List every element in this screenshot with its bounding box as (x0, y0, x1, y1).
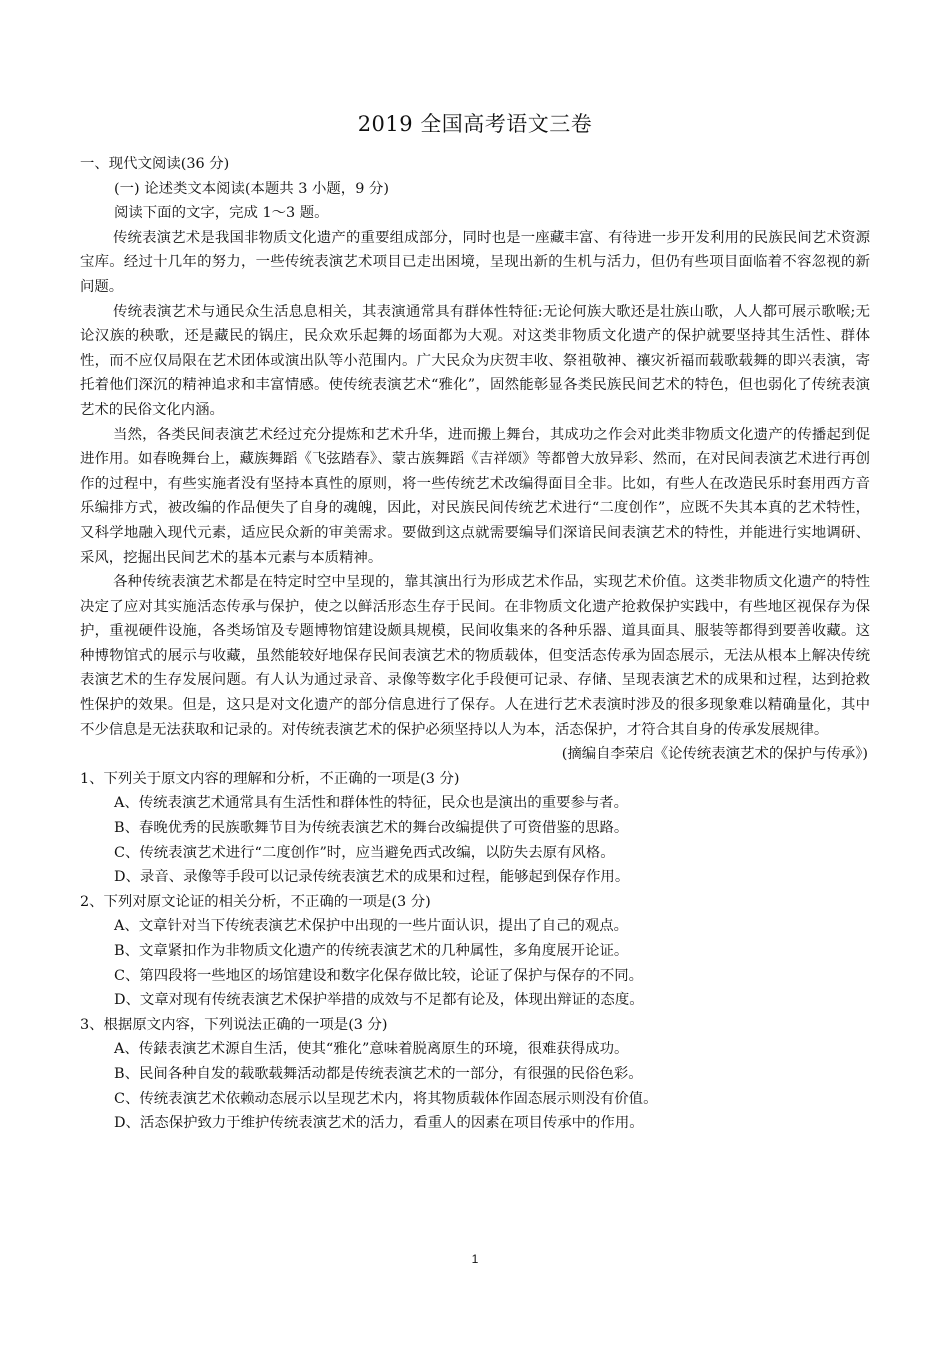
document-body (80, 152, 870, 1136)
question-stem: 1、下列关于原文内容的理解和分析，不正确的一项是(3 分) (80, 770, 460, 787)
paragraph: 传统表演艺术与通民众生活息息相关，其表演通常具有群体性特征:无论何族大歌还是壮族山歌，人人都可展示歌喉;无论汉族的秧歌，还是藏民的锅庄，民众欢乐起舞的场面都为大观。对这类非物质文化遗产的保护就要坚持其生活性、群体性，而不应仅局限在艺术团体或演出队等小范围内。广大民众为庆贺丰收、祭祖敬神、禳灾祈福而载歌载舞的即兴表演，寄托着他们深沉的精神追求和丰富情感。使传统表演艺术“雅化”，固然能彰显各类民族民间艺术的特色，但也弱化了传统表演艺术的民俗文化内涵。 (80, 303, 870, 418)
question-option: D、文章对现有传统表演艺术保护举措的成效与不足都有论及，体现出辩证的态度。 (114, 992, 644, 1009)
question-stem: 2、下列对原文论证的相关分析，不正确的一项是(3 分) (80, 893, 431, 910)
question-option: B、文章紧扣作为非物质文化遗产的传统表演艺术的几种属性，多角度展开论证。 (114, 943, 629, 959)
question-option: A、文章针对当下传统表演艺术保护中出现的一些片面认识，提出了自己的观点。 (114, 918, 629, 935)
question-option: B、春晚优秀的民族歌舞节目为传统表演艺术的舞台改编提供了可资借鉴的思路。 (114, 820, 629, 837)
question-option: A、传錶表演艺术源自生活，使其“雅化”意味着脱离原生的环境，很难获得成功。 (114, 1041, 629, 1058)
paragraph: 当然，各类民间表演艺术经过充分提炼和艺术升华，进而搬上舞台，其成功之作会对此类非物质文化遗产的传播起到促进作用。如春晚舞台上，藏族舞蹈《飞弦踏春》、蒙古族舞蹈《吉祥颂》等都曾大放异彩、然而，在对民间表演艺术进行再创作的过程中，有些实施者没有坚持本真性的原则，将一些传统艺术改编得面目全非。比如，有些人在改造民乐时套用西方音乐编排方式，被改编的作品便失了自身的魂魄，因此，对民族民间传统艺术进行“二度创作”，应既不失其本真的艺术特性，又科学地融入现代元素，适应民众新的审美需求。要做到这点就需要编导们深谙民间表演艺术的特性，并能进行实地调研、采风，挖掘出民间艺术的基本元素与本质精神。 (80, 426, 870, 566)
document-title: 2019 全国高考语文三卷 (357, 112, 593, 136)
question-option: C、传统表演艺术进行“二度创作”时，应当避免西式改编，以防失去原有风格。 (114, 844, 615, 861)
question-option: B、民间各种自发的载歌载舞活动都是传统表演艺术的一部分，有很强的民俗色彩。 (114, 1065, 643, 1082)
source-citation: (摘编自李荣启《论传统表演艺术的保护与传承》) (561, 746, 868, 763)
question-option: A、传统表演艺术通常具有生活性和群体性的特征，民众也是演出的重要参与者。 (114, 795, 629, 812)
question-option: D、录音、录像等手段可以记录传统表演艺术的成果和过程，能够起到保存作用。 (114, 869, 630, 886)
question-stem: 3、根据原文内容，下列说法正确的一项是(3 分) (80, 1016, 388, 1033)
page-number: 1 (471, 1252, 479, 1266)
question-option: C、第四段将一些地区的场馆建设和数字化保存做比较，论证了保护与保存的不同。 (114, 967, 644, 984)
paragraph: 传统表演艺术是我国非物质文化遗产的重要组成部分，同时也是一座藏丰富、有待进一步开发利用的民族民间艺术资源宝库。经过十几年的努力，一些传统表演艺术项目已走出困境，呈现出新的生机与活力，但仍有些项目面临着不容忽视的新问题。 (80, 229, 870, 295)
instruction: 阅读下面的文字，完成 1～3 题。 (114, 205, 329, 222)
paragraph: 各种传统表演艺术都是在特定时空中呈现的，靠其演出行为形成艺术作品，实现艺术价值。这类非物质文化遗产的特性决定了应对其实施活态传承与保护，使之以鲜活形态生存于民间。在非物质文化遗产抢救保护实践中，有些地区视保存为保护，重视硬件设施，各类场馆及专题博物馆建设颇具规模，民间收集来的各种乐器、道具面具、服装等都得到要善收藏。这种博物馆式的展示与收藏，虽然能较好地保存民间表演艺术的物质载体，但变活态传承为固态展示，无法从根本上解决传统表演艺术的生存发展问题。有人认为通过录音、录像等数字化手段便可记录、存储、呈现表演艺术的成果和过程，达到抢救性保护的效果。但是，这只是对文化遗产的部分信息进行了保存。人在进行艺术表演时涉及的很多现象难以精确量化，其中不少信息是无法获取和记录的。对传统表演艺术的保护必须坚持以人为本，活态保护，才符合其自身的传承发展规律。 (80, 574, 870, 738)
question-option: C、传统表演艺术依赖动态展示以呈现艺术内，将其物质载体作固态展示则没有价值。 (114, 1090, 658, 1107)
question-option: D、活态保护致力于维护传统表演艺术的活力，看重人的因素在项目传承中的作用。 (114, 1115, 644, 1132)
subsection-heading: (一) 论述类文本阅读(本题共 3 小题，9 分) (114, 180, 389, 197)
section-heading: 一、现代文阅读(36 分) (80, 156, 230, 172)
